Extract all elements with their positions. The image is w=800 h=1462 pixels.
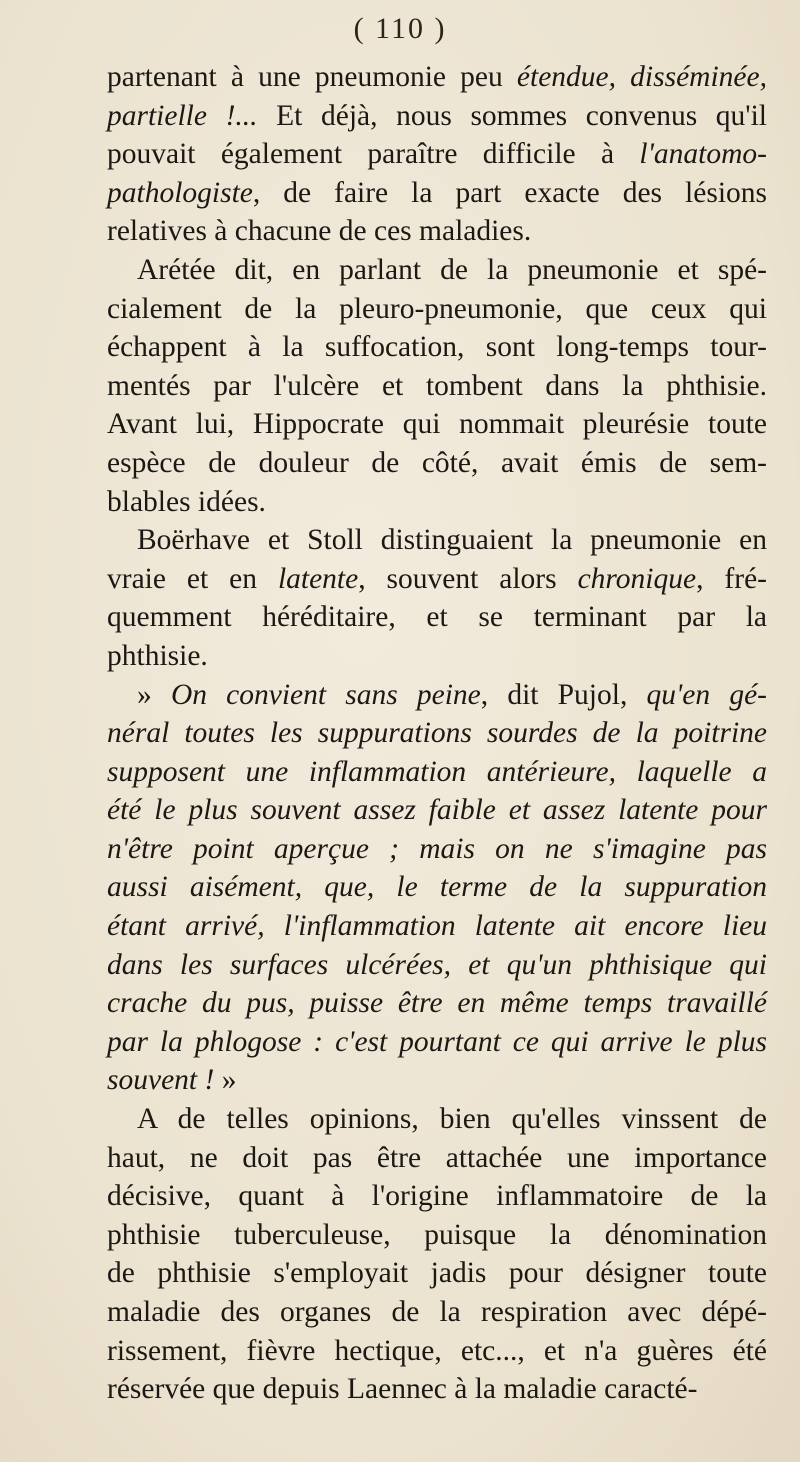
italic-text: partielle !... (107, 99, 258, 132)
text-line (107, 483, 767, 522)
roman-text: A de telles opinions, bien qu'elles vinssent de (137, 1103, 767, 1136)
text-line (107, 290, 767, 329)
italic-text: latente (277, 562, 359, 595)
text-line (107, 1177, 767, 1216)
italic-text: qu'en gé- (646, 678, 767, 711)
paragraph (107, 521, 767, 675)
text-line (107, 1370, 767, 1409)
paragraph (107, 251, 767, 521)
text-line (107, 251, 767, 290)
italic-text: été le plus souvent assez faible et assez latente pour (107, 794, 767, 827)
paragraph (107, 58, 767, 251)
text-line (107, 753, 767, 792)
roman-text: maladie des organes de la respiration avec dépé- (107, 1296, 767, 1328)
roman-text: mentés par l'ulcère et tombent dans la phthisie. (107, 369, 767, 402)
text-line (107, 1254, 767, 1293)
italic-text: dans les surfaces ulcérées, et qu'un phthisique qui (107, 948, 767, 981)
roman-text: Arétée dit, en parlant de la pneumonie et spé- (137, 253, 767, 286)
text-line (107, 714, 767, 753)
body-text (107, 58, 767, 1409)
roman-text: pouvait également paraître difficile à (107, 138, 640, 171)
roman-text: , fré- (696, 562, 767, 595)
text-line (107, 1139, 767, 1178)
italic-text: crache du pus, puisse être en même temps travaillé (107, 987, 767, 1020)
roman-text: Et déjà, nous sommes convenus qu'il (257, 99, 768, 132)
roman-text: , de faire la part exacte des lésions (252, 176, 767, 209)
roman-text: rissement, fièvre hectique, etc..., et n'a guères été (107, 1334, 767, 1367)
text-line (107, 1216, 767, 1255)
text-line (107, 367, 767, 406)
roman-text: phthisie. (107, 639, 208, 672)
text-line (107, 97, 767, 136)
paragraph (107, 676, 767, 1101)
italic-text: On convient sans peine (170, 678, 481, 711)
text-line (107, 907, 767, 946)
paragraph (107, 1100, 767, 1409)
text-line (107, 560, 767, 599)
roman-text: relatives à chacune de ces maladies. (107, 215, 532, 248)
italic-text: pathologiste (107, 176, 253, 209)
text-line (107, 868, 767, 907)
italic-text: étendue, disséminée, (516, 61, 767, 93)
text-line (107, 984, 767, 1023)
text-line (107, 830, 767, 869)
roman-text: quemment héréditaire, et se terminant par la (107, 601, 767, 634)
text-line (107, 405, 767, 444)
page-number: ( 110 ) (353, 12, 447, 45)
roman-text: phthisie tuberculeuse, puisque la dénomination (107, 1218, 767, 1251)
roman-text: » (214, 1064, 237, 1097)
roman-text: Avant lui, Hippocrate qui nommait pleurésie toute (107, 408, 767, 441)
italic-text: supposent une inflammation antérieure, laquelle a (107, 755, 767, 788)
text-line (107, 174, 767, 213)
italic-text: par la phlogose : c'est pourtant ce qui arrive le plus (107, 1025, 767, 1058)
italic-text: néral toutes les suppurations sourdes de la poitrine (107, 717, 767, 750)
text-line (107, 791, 767, 830)
italic-text: n'être point aperçue ; mais on ne s'imagine pas (107, 832, 767, 865)
text-line (107, 676, 767, 715)
roman-text: échappent à la suffocation, sont long-temps tour- (107, 331, 767, 364)
roman-text: haut, ne doit pas être attachée une importance (107, 1141, 767, 1174)
text-line (107, 58, 767, 97)
roman-text: blables idées. (107, 485, 266, 518)
roman-text: partenant à une pneumonie peu (107, 61, 517, 93)
roman-text: réservée que depuis Laennec à la maladie caracté- (107, 1373, 698, 1406)
italic-text: l'anatomo- (639, 138, 767, 171)
roman-text: cialement de la pleuro-pneumonie, que ceux qui (107, 292, 767, 325)
text-line (107, 1023, 767, 1062)
roman-text: , dit Pujol, (480, 678, 647, 711)
italic-text: aussi aisément, que, le terme de la suppuration (107, 871, 767, 904)
text-line (107, 212, 767, 251)
roman-text: vraie et en (107, 562, 278, 595)
text-line (107, 946, 767, 985)
italic-text: étant arrivé, l'inflammation latente ait encore lieu (107, 910, 767, 943)
roman-text: espèce de douleur de côté, avait émis de sem- (107, 446, 767, 479)
roman-text: décisive, quant à l'origine inflammatoire de la (107, 1180, 767, 1213)
roman-text: Boërhave et Stoll distinguaient la pneumonie en (137, 524, 767, 557)
text-line (107, 1293, 767, 1332)
text-line (107, 1100, 767, 1139)
text-line (107, 521, 767, 560)
text-line (107, 1332, 767, 1371)
roman-text: » (137, 678, 171, 711)
text-line (107, 328, 767, 367)
italic-text: souvent ! (107, 1064, 215, 1097)
roman-text: , souvent alors (358, 562, 578, 595)
text-line (107, 1061, 767, 1100)
roman-text: de phthisie s'employait jadis pour désigner toute (107, 1257, 767, 1290)
text-line (107, 135, 767, 174)
text-line (107, 598, 767, 637)
italic-text: chronique (577, 562, 697, 595)
text-line (107, 637, 767, 676)
text-line (107, 444, 767, 483)
